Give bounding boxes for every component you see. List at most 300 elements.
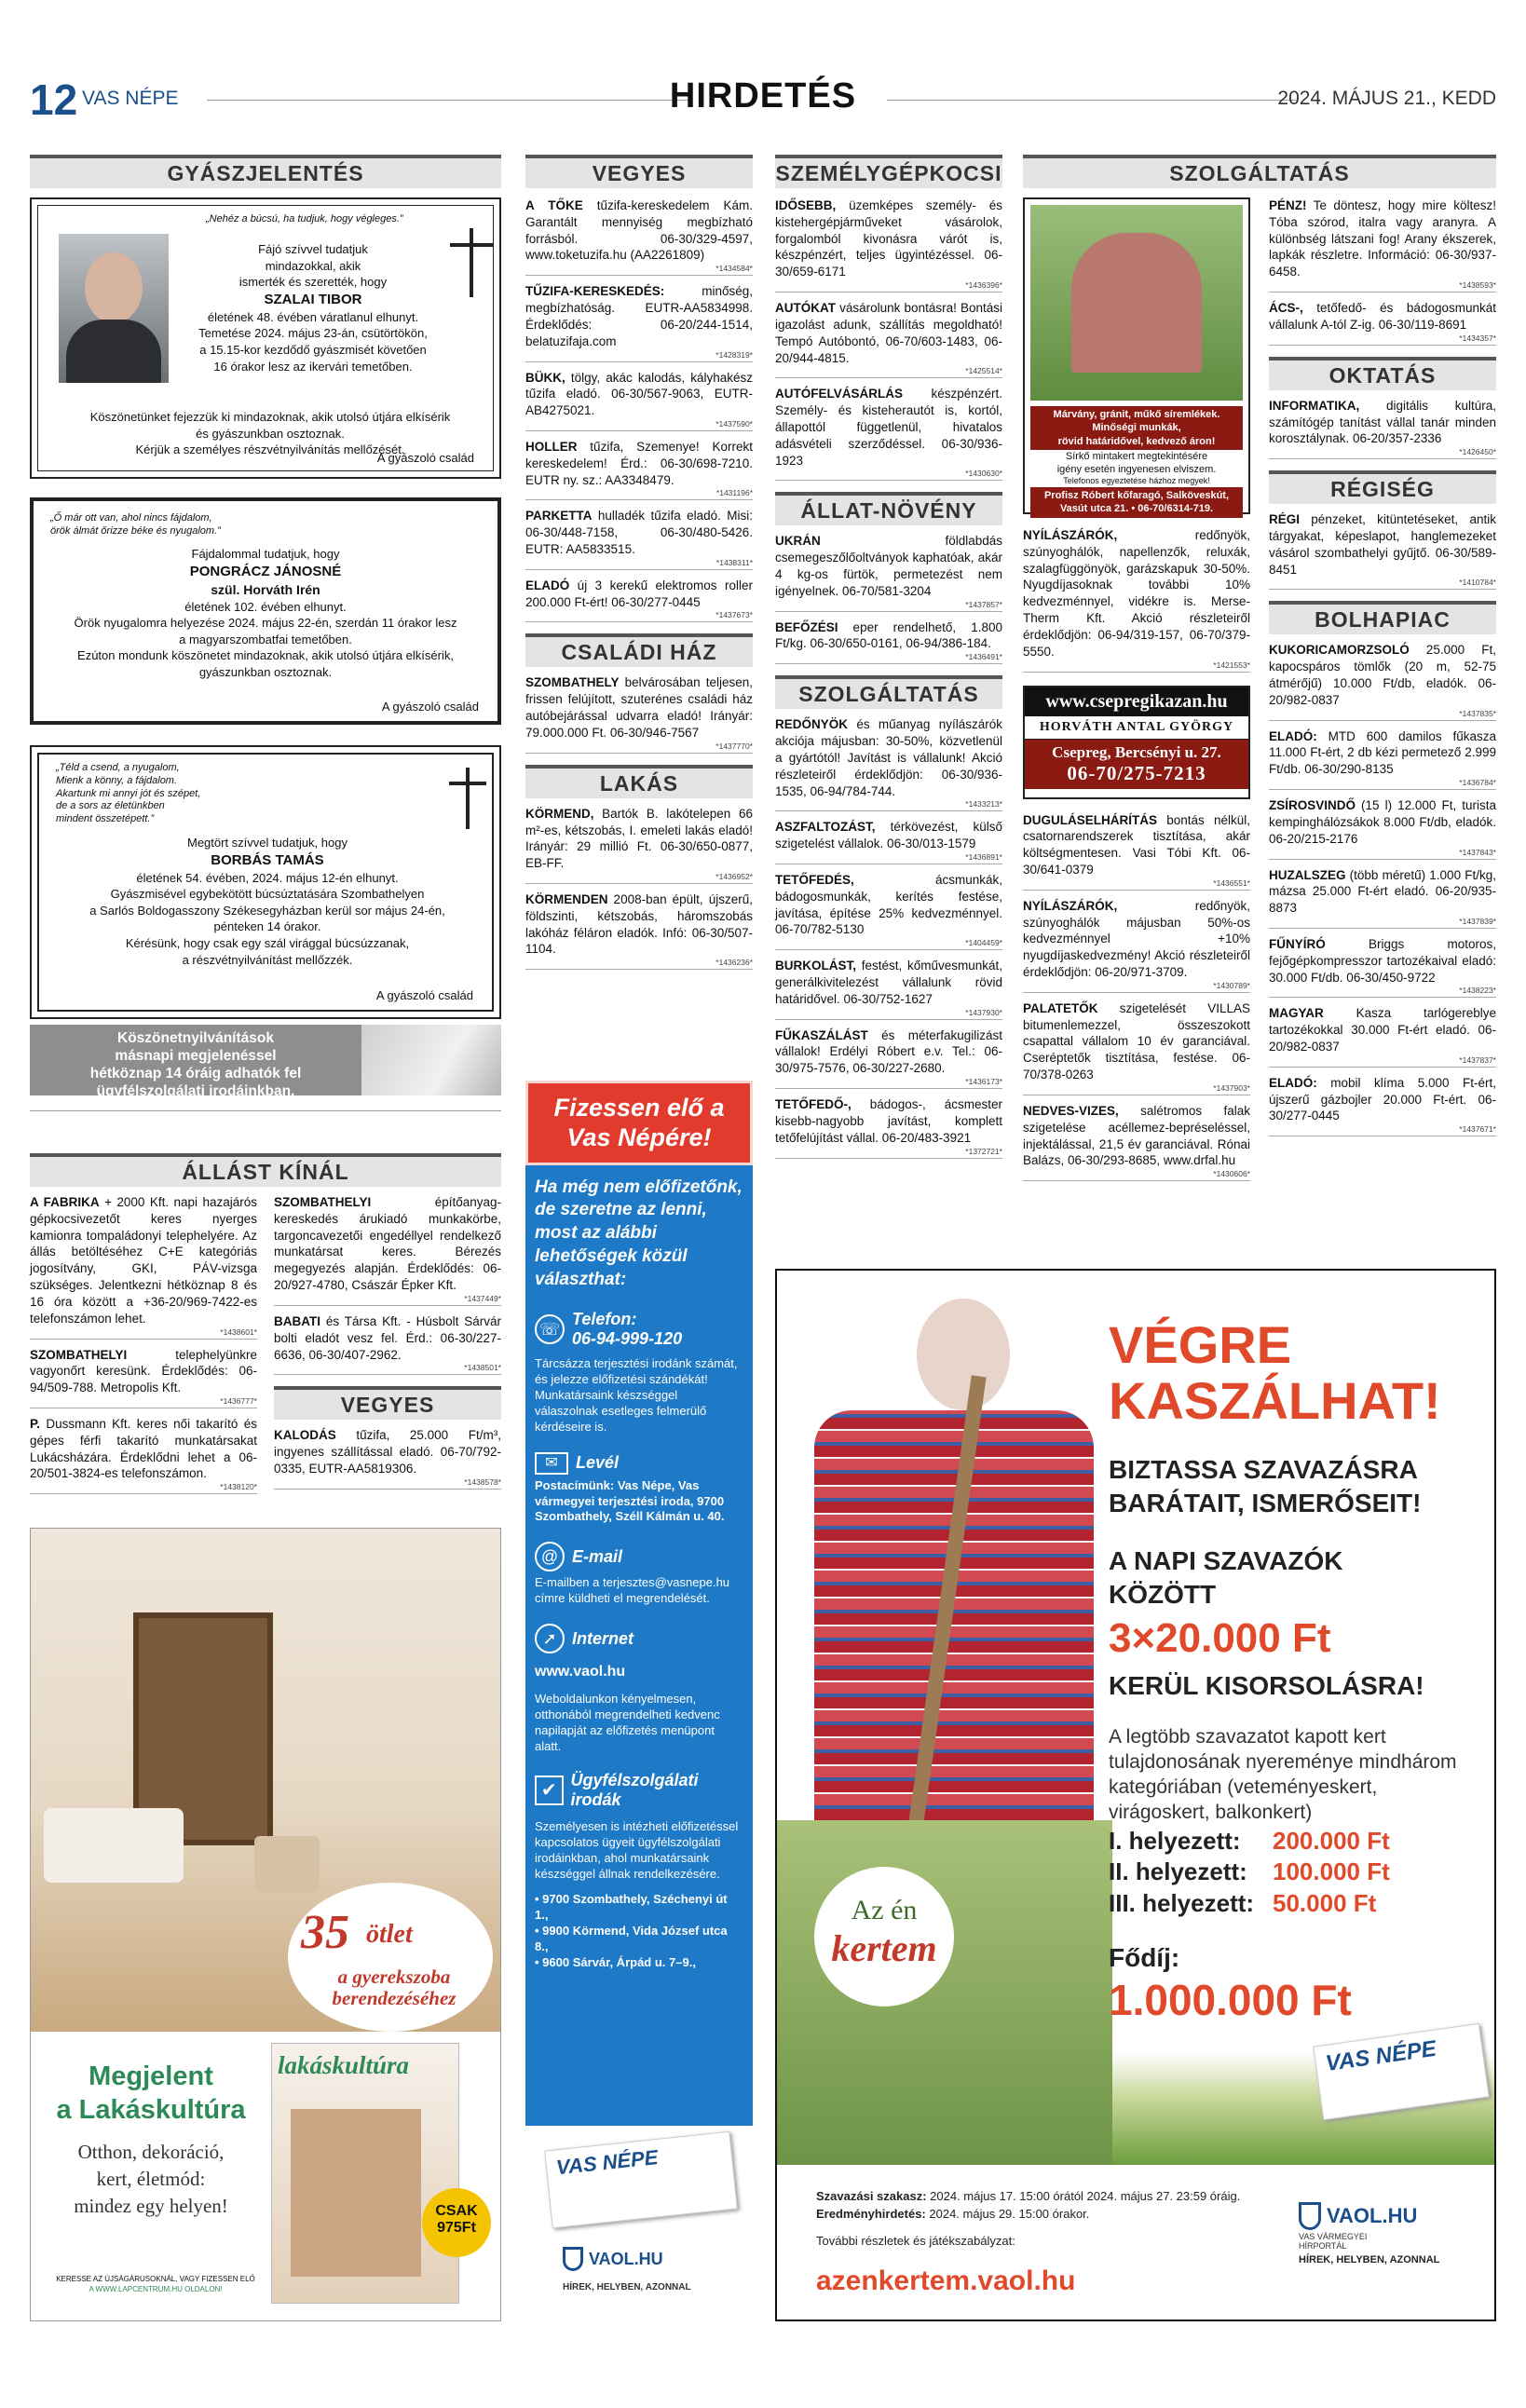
ad-text: bontás nélkül, csatornarendszerek tisztítása, akár költségmentesen. Vasi Tóbi Kft. 06-30/641-0379: [1023, 812, 1250, 877]
magazine-title: lakáskultúra: [278, 2051, 410, 2079]
obit-line: 16 órakor lesz az ikervári temetőben.: [213, 359, 413, 374]
badge-word: ötlet: [366, 1920, 413, 1949]
promo-intro: Ha még nem előfizetőnk, de szeretne az lenni, most az alábbi lehetőségek közül választhat:: [535, 1177, 743, 1289]
cursor-icon: ➚: [535, 1624, 565, 1653]
ad-text: hulladék tűzifa eladó. Misi: 06-30/448-7158, 06-30/480-5426. EUTR: AA5833515.: [525, 509, 753, 556]
newspaper-masthead: VAS NÉPE: [1324, 2035, 1438, 2077]
garden-prize: 3×20.000 Ft: [1109, 1615, 1331, 1661]
deceased-name: BORBÁS TAMÁS: [211, 851, 324, 868]
ad-text: üzemképes személy- és kistehergépjárműveket vásárolok, forgalomból kivonásra várót is, készpénzért, teljes ügyintézéssel. 06-30/659-6171: [775, 198, 1002, 279]
stone-line: Márvány, gránit, műkő síremlékek.: [1053, 409, 1220, 420]
at-icon: @: [535, 1542, 565, 1571]
ad-id: *1437590*: [525, 419, 753, 431]
contest-logo: [814, 1867, 954, 2007]
ad-id: *1404459*: [775, 938, 1002, 950]
ad-text: szigetelését VILLAS bitumenlemezzel, összeszokott csapattal vállalom 10 év garanciával. Cseréptetők tisztítása, festése. 06-70/378-0263: [1023, 1000, 1250, 1082]
ranking-row: [1109, 1888, 1390, 1919]
flea-ad: [1269, 797, 1496, 866]
vote-label: Szavazási szakasz:: [816, 2189, 927, 2203]
flat-ad: [525, 806, 753, 891]
lk-head-line: Megjelent: [89, 2061, 213, 2091]
checkbox-icon: ✔: [535, 1775, 564, 1805]
obit-line: életének 102. évében elhunyt.: [184, 599, 347, 614]
heading-szolgaltatas: SZOLGÁLTATÁS: [775, 675, 1002, 709]
job-ad: [274, 1313, 501, 1382]
magazine-photo: [291, 2109, 421, 2277]
lk-tag-line: mindez egy helyen!: [74, 2194, 228, 2217]
ad-lead: SZOMBATHELY: [525, 675, 620, 690]
ad-text: belvárosában teljesen, frissen felújított, szuterénes családi ház autóbejárással udvarra eladó! Irányár: 79.000.000 Ft. 06-30/946-7567: [525, 675, 753, 740]
ad-id: *1438223*: [1269, 986, 1496, 998]
service-ads-right: [1269, 197, 1496, 1144]
stone-line: Telefonos egyeztetése házhoz megyek!: [1063, 476, 1210, 486]
section-title: HIRDETÉS: [669, 76, 857, 116]
heading-gyaszjelentes: GYÁSZJELENTÉS: [30, 155, 501, 188]
sub-line: A NAPI SZAVAZÓK: [1109, 1546, 1343, 1575]
obituary-pongracz: [30, 497, 501, 725]
ad-id: *1438120*: [30, 1482, 257, 1494]
angel-image: [361, 1025, 501, 1095]
vaol-wordmark: VAOL.HU: [1327, 2204, 1418, 2227]
heading-vegyes: VEGYES: [274, 1386, 501, 1420]
gravestone-photo: [1030, 205, 1243, 401]
service-ad: [1023, 812, 1250, 898]
heading-allast-kinal: ÁLLÁST KÍNÁL: [30, 1153, 501, 1187]
ad-id: *1428319*: [525, 350, 753, 362]
service-ad: [1269, 300, 1496, 353]
quote-line: Akartunk mi annyi jót és szépet,: [56, 787, 201, 799]
flea-ad: [1269, 728, 1496, 797]
deceased-name: SZALAI TIBOR: [264, 291, 362, 307]
ad-id: *1430630*: [775, 469, 1002, 481]
ad-lead: KÖRMENDEN: [525, 891, 608, 906]
ad-id: *1438578*: [274, 1477, 501, 1490]
ad-lead: ELADÓ:: [1269, 1075, 1317, 1090]
service-ad: [775, 958, 1002, 1027]
ad-id: *1430789*: [1023, 981, 1250, 993]
phone-number[interactable]: 06-94-999-120: [572, 1329, 683, 1349]
obit-body: [34, 546, 497, 680]
office-label: Ügyfélszolgálati irodák: [570, 1771, 699, 1810]
promo-footer: [525, 2126, 753, 2321]
job-ad: [274, 1194, 501, 1313]
vaol-logo: [563, 2247, 663, 2271]
ad-id: *1438593*: [1269, 280, 1496, 292]
ad-text: digitális kultúra, számítógép tanítást vállal tanár minden korosztálynak. 06-20/357-2336: [1269, 398, 1496, 446]
ad-text: 2008-ban épült, újszerű, földszinti, kétszobás, háromszobás lakóház féláron eladók. Infó: 06-30/507-1104.: [525, 891, 753, 957]
obit-line: a Sarlós Boldogasszony Székesegyházban kerül sor május 24-én,: [89, 903, 445, 918]
ad-lead: FŰNYÍRÓ: [1269, 936, 1326, 951]
stone-line: Profisz Róbert kőfaragó, Salköveskút,: [1043, 490, 1230, 502]
garden-sub2: [1109, 1544, 1342, 1612]
ad-lead: RÉGI: [1269, 512, 1301, 527]
mail-text: Postacímünk: Vas Népe, Vas vármegyei terjesztési iroda, 9700 Szombathely, Széll Kálmán u. 40.: [535, 1477, 725, 1524]
ad-text: tűzifa, 25.000 Ft/m³, ingyenes szállítással eladó. 06-70/792-0335, EUTR-AA5819306.: [274, 1428, 501, 1476]
antique-ad: [1269, 511, 1496, 597]
ad-text: és műanyag nyílászárók akciója májusban: 30-50%, közvetlenül a gyártótól! Javítást is vállalunk! Akció részleteiről érdeklődjön: 06-30/936-1535, 06-94/784-744.: [775, 717, 1002, 798]
house-ad: [525, 674, 753, 760]
vaol-logo: [1299, 2202, 1439, 2265]
flea-ad: [1269, 642, 1496, 728]
ad-lead: PALATETŐK: [1023, 1000, 1098, 1015]
obit-line: életének 54. évében, 2024. május 12-én elhunyt.: [136, 870, 399, 885]
main-prize-value: 1.000.000 Ft: [1109, 1976, 1352, 2024]
ad-text: mobil klíma 5.000 Ft-ért, újszerű gázbojler 20.000 Ft-ért. 06-30/277-0445: [1269, 1075, 1496, 1123]
mail-label: Levél: [576, 1453, 620, 1473]
job-ad: [30, 1347, 257, 1416]
ad-lead: TŰZIFA-KERESKEDÉS:: [525, 284, 665, 299]
prize-text-line: A legtöbb szavazatot kapott kert: [1109, 1726, 1386, 1748]
ad-id: *1434584*: [525, 264, 753, 276]
ad-id: *1438501*: [274, 1363, 501, 1375]
deceased-name: PONGRÁCZ JÁNOSNÉ: [189, 563, 342, 579]
service-ad: [1023, 1103, 1250, 1189]
paper-name: VAS NÉPE: [82, 88, 179, 109]
ad-lead: NYÍLÁSZÁRÓK,: [1023, 898, 1118, 913]
misc-ad: [525, 283, 753, 369]
ad-lead: PARKETTA: [525, 509, 593, 524]
office-address: • 9600 Sárvár, Árpád u. 7–9.,: [535, 1954, 696, 1969]
phone-label: Telefon:: [572, 1310, 637, 1329]
rank-label: III. helyezett:: [1109, 1888, 1255, 1917]
garden-rankings: [1109, 1826, 1390, 1919]
ad-lead: ZSÍROSVINDŐ: [1269, 798, 1356, 813]
heading-oktatas: OKTATÁS: [1269, 357, 1496, 390]
rank-value: 100.000 Ft: [1273, 1857, 1390, 1886]
ad-text: térkövezést, külső szigetelést vállalok. 06-30/013-1579: [775, 820, 1002, 851]
ad-id: *1410784*: [1269, 578, 1496, 590]
rank-label: II. helyezett:: [1109, 1857, 1247, 1886]
stone-line: Sírkő mintakert megtekintésére: [1065, 450, 1208, 462]
obit-line: Ezúton mondunk köszönetet mindazoknak, akik utolsó útjára elkísérik,: [77, 648, 454, 663]
obit-line: ismerték és szerették, hogy: [238, 275, 388, 290]
garden-sub3: KERÜL KISORSOLÁSRA!: [1109, 1671, 1424, 1700]
service-ad: [775, 1027, 1002, 1096]
ad-id: *1425514*: [775, 366, 1002, 378]
ad-id: *1437837*: [1269, 1055, 1496, 1068]
ad-lead: IDŐSEBB,: [775, 198, 837, 212]
lk-foot-line: A WWW.LAPCENTRUM.HU OLDALON!: [89, 2285, 223, 2294]
cross-icon: [450, 228, 493, 297]
vaol-tagline: HÍREK, HELYBEN, AZONNAL: [563, 2282, 691, 2292]
job-ads-col1: [30, 1194, 257, 1502]
ad-text: földlabdás csemegeszőlőoltványok kaphatóak, akár 4 kg-os fürtök, permetezést nem igényelnek. 06-70/581-3204: [775, 534, 1002, 598]
misc-ad: [525, 439, 753, 508]
service-ad: [775, 1096, 1002, 1165]
ad-text: redőnyök, szúnyoghálók, napellenzők, reluxák, szalagfüggönyök, garázskapuk 30-50%. Nyugdíjasoknak további 10% kedvezménnyel, vidékre is. Merse-Therm Kft. Akció részleteiről érdeklődjön: 06-94/319-157, 06-70/379-5550.: [1023, 528, 1250, 659]
shield-icon: [1299, 2202, 1321, 2230]
quote-line: de a sors az életünkben: [56, 800, 165, 812]
boiler-url[interactable]: www.csepregikazan.hu: [1025, 687, 1248, 716]
ad-text: + 2000 Kft. napi hazajárós gépkocsivezetőt keres nyerges kamionra tompaládonyi telephelyére. Az állás betöltéséhez C+E kategóriás jogosítvány, GKI, PÁV-vizsga szükséges. Jelentkezni hétköznap 8 és 16 óra között a +36-20/969-7422-es telefonszámon lehet.: [30, 1195, 257, 1326]
ad-text: eper rendelhető, 1.800 Ft/kg. 06-30/650-0161, 06-94/386-184.: [775, 619, 1002, 651]
ad-text: készpénzért. Személy- és kisteherautót is, kortól, állapottól függetlenül, hivatalos adásvételi szerződéssel. 06-30/936-1923: [775, 387, 1002, 468]
prize-text-line: tulajdonosának nyereménye mindhárom: [1109, 1750, 1457, 1773]
job-ad: [30, 1194, 257, 1347]
ad-id: *1431196*: [525, 488, 753, 500]
promo-title: Fizessen elő a Vas Népére!: [525, 1081, 753, 1165]
ad-lead: HUZALSZEG: [1269, 867, 1346, 882]
ad-lead: SZOMBATHELYI: [30, 1347, 128, 1362]
lk-headline: [44, 2060, 258, 2128]
rank-label: I. helyezett:: [1109, 1827, 1241, 1855]
newspaper-masthead: VAS NÉPE: [554, 2145, 660, 2180]
lk-foot-line: KERESSE AZ ÚJSÁGÁRUSOKNÁL, VAGY FIZESSEN ELŐ: [56, 2275, 255, 2283]
ad-id: *1436491*: [775, 652, 1002, 664]
promo-office: [525, 1754, 753, 1814]
lakaskultura-ad: [30, 1528, 501, 2321]
ad-id: *1436952*: [525, 872, 753, 884]
ad-id: *1434357*: [1269, 333, 1496, 346]
envelope-icon: ✉: [535, 1452, 568, 1475]
ad-text: Kasza tarlógereblye tartozékokkal 30.000 Ft-ért eladó. 06-20/982-0837: [1269, 1006, 1496, 1054]
heading-allat-noveny: ÁLLAT-NÖVÉNY: [775, 492, 1002, 525]
ad-text: tűzifa-kereskedelem Kám. Garantált mennyiség megbízható forrásból. 06-30/329-4597, www.toketuzifa.hu (AA2261809): [525, 198, 754, 263]
ad-text: pénzeket, kitüntetéseket, antik tárgyakat, képeslapot, hanglemezeket vásárol szombathelyi gyűjtő. 06-30/589-8451: [1269, 512, 1496, 577]
internet-label: Internet: [572, 1628, 634, 1648]
boiler-address: Csepreg, Bercsényi u. 27.: [1025, 740, 1248, 762]
ad-text: minőség, megbízhatóság. EUTR-AA5834998. Érdeklődés: 06-20/244-1514, belatuzifaja.com: [525, 284, 753, 348]
sofa: [44, 1808, 184, 1883]
flat-ad: [525, 891, 753, 977]
ad-id: *1372721*: [775, 1147, 1002, 1159]
deceased-maiden-name: szül. Horváth Irén: [211, 581, 320, 597]
flea-ad: [1269, 867, 1496, 936]
ad-id: *1437843*: [1269, 848, 1496, 860]
woman-shirt: [814, 1410, 1094, 1820]
service-ad: [1269, 197, 1496, 300]
ad-text: 25.000 Ft, kapocspáros tömlők (20 m, 52-75 átmérőjű) 10.000 Ft/db, eladók. 06-20/982-0837: [1269, 643, 1496, 707]
obit-line: a magyarszombatfai temetőben.: [179, 632, 352, 646]
stone-line: rövid határidővel, kedvező áron!: [1057, 435, 1216, 447]
page-header: [30, 75, 1496, 124]
service-ad: [775, 716, 1002, 819]
obit-line: a 15.15-kor kezdődő gyászmisét követően: [199, 342, 427, 357]
contest-photo: [777, 1271, 1112, 2165]
misc-ad: [525, 370, 753, 439]
service-ad: [775, 872, 1002, 958]
ad-id: *1438311*: [525, 558, 753, 570]
obit-quote: „Ő már ott van, ahol nincs fájdalom,: [50, 512, 212, 524]
ad-text: új 3 kerekű elektromos roller 200.000 Ft-ért! 06-30/277-0445: [525, 578, 753, 609]
issue-date: 2024. MÁJUS 21., KEDD: [1277, 88, 1496, 109]
car-ad: [775, 300, 1002, 386]
contest-logo-line: Az én: [851, 1895, 918, 1925]
ad-id: *1437835*: [1269, 709, 1496, 721]
obit-line: mindazokkal, akik: [265, 258, 361, 273]
ad-text: és méterfakugilizást vállalok! Erdélyi Róbert e.v. Tel.: 06-30/975-7576, 06-30/227-2680.: [775, 1027, 1002, 1076]
ad-id: *1430606*: [1023, 1169, 1250, 1181]
job-ads-col2: [274, 1194, 501, 1497]
website-url[interactable]: www.vaol.hu: [535, 1664, 626, 1680]
result-label: Eredményhirdetés:: [816, 2206, 926, 2221]
phone-icon: ☏: [535, 1314, 565, 1344]
obit-line: Megtört szívvel tudatjuk, hogy: [187, 836, 347, 850]
ad-text: festést, kőművesmunkát, generálkivitelezést vállalunk rövid határidővel. 06-30/752-1627: [775, 959, 1002, 1006]
promo-internet: [525, 1607, 753, 1657]
badge-number: 35: [301, 1906, 349, 1959]
ad-lead: ELADÓ:: [1269, 728, 1317, 743]
ad-text: Bartók B. lakótelepen 66 m²-es, kétszobás, I. emeleti lakás eladó! Irányár: 29 millió Ft. 06-30/650-0877, EB-FF.: [525, 806, 753, 871]
ad-id: *1436236*: [525, 958, 753, 970]
ad-id: *1437449*: [274, 1294, 501, 1306]
ad-lead: UKRÁN: [775, 534, 821, 549]
obit-line: Kérjük a személyes részvétnyilvánítás mellőzését.: [135, 442, 405, 457]
vaol-wordmark: VAOL.HU: [589, 2249, 663, 2268]
quote-line: Mienk a könny, a fájdalom.: [56, 774, 178, 786]
lk-head-line: a Lakáskultúra: [56, 2095, 246, 2126]
ad-text: (15 l) 12.000 Ft, turista kempinghálózsákok 8.000 Ft/db, eladók. 06-20/215-2176: [1269, 798, 1496, 846]
ad-lead: ÁCS-,: [1269, 301, 1303, 316]
ad-id: *1437839*: [1269, 917, 1496, 929]
ad-text: tűzifa, Szemenye! Korrekt kereskedelem! Érd.: 06-30/698-7210. EUTR ny. sz.: AA3348479.: [525, 439, 753, 487]
internet-text: Weboldalunkon kényelmesen, otthonából megrendelheti kedvenc napilapját az előfizetés menüpont alatt.: [535, 1691, 720, 1753]
obit-line: gyászunkban osztoznak.: [198, 664, 333, 679]
stone-line: Minőségi munkák,: [1092, 422, 1181, 434]
newspaper-image: [544, 2131, 738, 2228]
obituary-borbas: [30, 745, 501, 1019]
prize-text-line: kategóriában (veteményeskert,: [1109, 1775, 1378, 1798]
stone-line: igény esetén ingyenesen elviszem.: [1056, 464, 1217, 476]
service-ad: [1023, 898, 1250, 1000]
obit-line: Köszönetünket fejezzük ki mindazoknak, akik utolsó útjára elkísérik: [89, 410, 451, 424]
ad-lead: P.: [30, 1416, 41, 1431]
obit-body: [169, 241, 457, 374]
obit-line: és gyászunkban osztoznak.: [196, 426, 345, 441]
header-rule: [887, 100, 1297, 101]
sub-line: BIZTASSA SZAVAZÁSRA: [1109, 1455, 1418, 1484]
ad-id: *1436777*: [30, 1396, 257, 1408]
phone-text: Tárcsázza terjesztési irodánk számát, és jelezze előfizetési szándékát! Munkatársaink készséggel válaszolnak esetleges felmerülő kérdéseire is.: [535, 1356, 738, 1434]
ad-lead: MAGYAR: [1269, 1006, 1324, 1021]
thanks-line: másnapi megjelenéssel: [115, 1047, 277, 1064]
office-text: Személyesen is intézheti előfizetéssel kapcsolatos ügyeit ügyfélszolgálati irodáinkban, ahol munkatársaink készséggel állnak rendelkezésére.: [535, 1819, 739, 1882]
ad-id: *1436396*: [775, 280, 1002, 292]
contest-url[interactable]: azenkertem.vaol.hu: [816, 2265, 1076, 2296]
misc-ad: [525, 578, 753, 631]
car-ad: [775, 386, 1002, 488]
ranking-row: [1109, 1857, 1390, 1887]
lk-tag-line: Otthon, dekoráció,: [77, 2141, 225, 2163]
ad-id: *1433213*: [775, 799, 1002, 811]
obit-line: pénteken 14 órakor.: [213, 919, 321, 934]
ad-text: Dussmann Kft. keres női takarító és gépes férfi takarító munkatársakat Lukácsházára. Érdeklődni lehet a 06-20/501-3824-es telefonszámon.: [30, 1416, 257, 1481]
obit-line: Gyászmisével egybekötött búcsúztatására Szombathelyen: [110, 887, 425, 902]
result-date: 2024. május 29. 15:00 órakor.: [929, 2206, 1090, 2221]
ad-lead: A FABRIKA: [30, 1195, 100, 1209]
garden-headline: [1109, 1317, 1441, 1430]
misc-ad: [525, 197, 753, 283]
ad-id: *1426450*: [1269, 447, 1496, 459]
promo-phone: [525, 1302, 753, 1349]
headline-line: KASZÁLHAT!: [1109, 1371, 1441, 1431]
ad-id: *1437770*: [525, 741, 753, 754]
sub-line: KÖZÖTT: [1109, 1580, 1217, 1610]
quote-line: „Téld a csend, a nyugalom,: [56, 762, 180, 773]
ad-text: Briggs motoros, fejőgépkompresszor tartozékaival eladó: 30.000 Ft/db. 06-30/450-9722: [1269, 936, 1496, 985]
obit-quote: [56, 762, 200, 826]
more-info: További részletek és játékszabályzat:: [816, 2233, 1015, 2248]
email-text: E-mailben a terjesztes@vasnepe.hu címre küldheti el megrendelését.: [535, 1575, 730, 1606]
ad-text: vásárolunk bontásra! Bontási igazolást adunk, szállítás megoldható! Tempó Autóbontó, 06-70/603-1483, 06-20/944-4815.: [775, 301, 1002, 365]
misc-ads: [525, 197, 753, 977]
obit-line: Fájdalommal tudatjuk, hogy: [191, 547, 340, 561]
ad-id: *1437857*: [775, 600, 1002, 612]
car-ads: [775, 197, 1002, 1166]
office-address: • 9700 Szombathely, Széchenyi út 1.,: [535, 1892, 728, 1922]
ad-lead: BEFŐZÉSI: [775, 619, 838, 634]
stone-line: Vasút utca 21. • 06-70/6314-719.: [1059, 503, 1214, 515]
ad-id: *1436173*: [775, 1077, 1002, 1089]
meadow: [777, 1820, 1112, 2165]
stone-highlight: [1030, 406, 1243, 450]
ad-lead: BURKOLÁST,: [775, 959, 856, 973]
ad-id: *1438601*: [30, 1327, 257, 1340]
ad-lead: SZOMBATHELYI: [274, 1195, 372, 1209]
price-badge: CSAK 975Ft: [422, 2188, 491, 2257]
ad-lead: TETŐFEDÉS,: [775, 872, 854, 887]
stonemason-ad: [1023, 197, 1250, 514]
job-ad: [30, 1416, 257, 1502]
ad-lead: NYÍLÁSZÁRÓK,: [1023, 528, 1118, 542]
vaol-tagline: HÍREK, HELYBEN, AZONNAL: [1299, 2254, 1440, 2265]
flea-ad: [1269, 1005, 1496, 1074]
sub-line: BARÁTAIT, ISMERŐSEIT!: [1109, 1489, 1422, 1518]
plant-ad: [775, 619, 1002, 673]
obit-line: Fájó szívvel tudatjuk: [258, 242, 368, 256]
plant-ad: [775, 533, 1002, 619]
boiler-name: HORVÁTH ANTAL GYÖRGY: [1025, 716, 1248, 740]
ad-id: *1437671*: [1269, 1124, 1496, 1136]
garden-prize-text: [1109, 1725, 1457, 1826]
stool: [254, 1836, 320, 1892]
badge-sub-line: a gyerekszoba: [337, 1966, 451, 1988]
divider: [30, 1110, 501, 1111]
ad-lead: BABATI: [274, 1313, 320, 1328]
boiler-phone: 06-70/275-7213: [1025, 762, 1248, 789]
heading-lakas: LAKÁS: [525, 765, 753, 798]
heading-szemelygepkocsi: SZEMÉLYGÉPKOCSI: [775, 155, 1002, 188]
ad-lead: KALODÁS: [274, 1428, 336, 1443]
ad-id: *1436784*: [1269, 778, 1496, 790]
misc-ad: [525, 508, 753, 577]
rank-value: 50.000 Ft: [1273, 1888, 1377, 1917]
ad-id: *1437903*: [1023, 1083, 1250, 1095]
ad-lead: PÉNZ!: [1269, 198, 1307, 212]
ad-id: *1436551*: [1023, 878, 1250, 891]
magazine-cover: [271, 2043, 459, 2304]
flea-ad: [1269, 936, 1496, 1005]
badge-subtitle: [301, 1966, 487, 2009]
subscription-promo: [525, 1081, 753, 2321]
car-ad: [775, 197, 1002, 300]
ad-lead: KUKORICAMORZSOLÓ: [1269, 643, 1410, 658]
ranking-row: [1109, 1826, 1390, 1857]
lk-footer: [44, 2274, 267, 2294]
thanks-line: ügyfélszolgálati irodáinkban.: [96, 1082, 295, 1099]
vaol-subline: VAS VÁRMEGYEI: [1299, 2232, 1368, 2241]
obit-line: Temetése 2024. május 23-án, csütörtökön,: [198, 326, 428, 341]
obituary-szalai: [30, 197, 501, 479]
obit-line: életének 48. évében váratlanul elhunyt.: [207, 309, 419, 324]
obit-line: Örök nyugalomra helyezése 2024. május 22-én, szerdán 11 órakor lesz: [74, 616, 457, 631]
garden-sub1: [1109, 1453, 1421, 1521]
ad-id: *1436891*: [775, 852, 1002, 864]
headline-line: VÉGRE: [1109, 1315, 1292, 1374]
prize-text-line: virágoskert, balkonkert): [1109, 1801, 1313, 1823]
quote-line: mindent összetépett.”: [56, 813, 155, 824]
service-ads-left: [1023, 527, 1250, 1189]
